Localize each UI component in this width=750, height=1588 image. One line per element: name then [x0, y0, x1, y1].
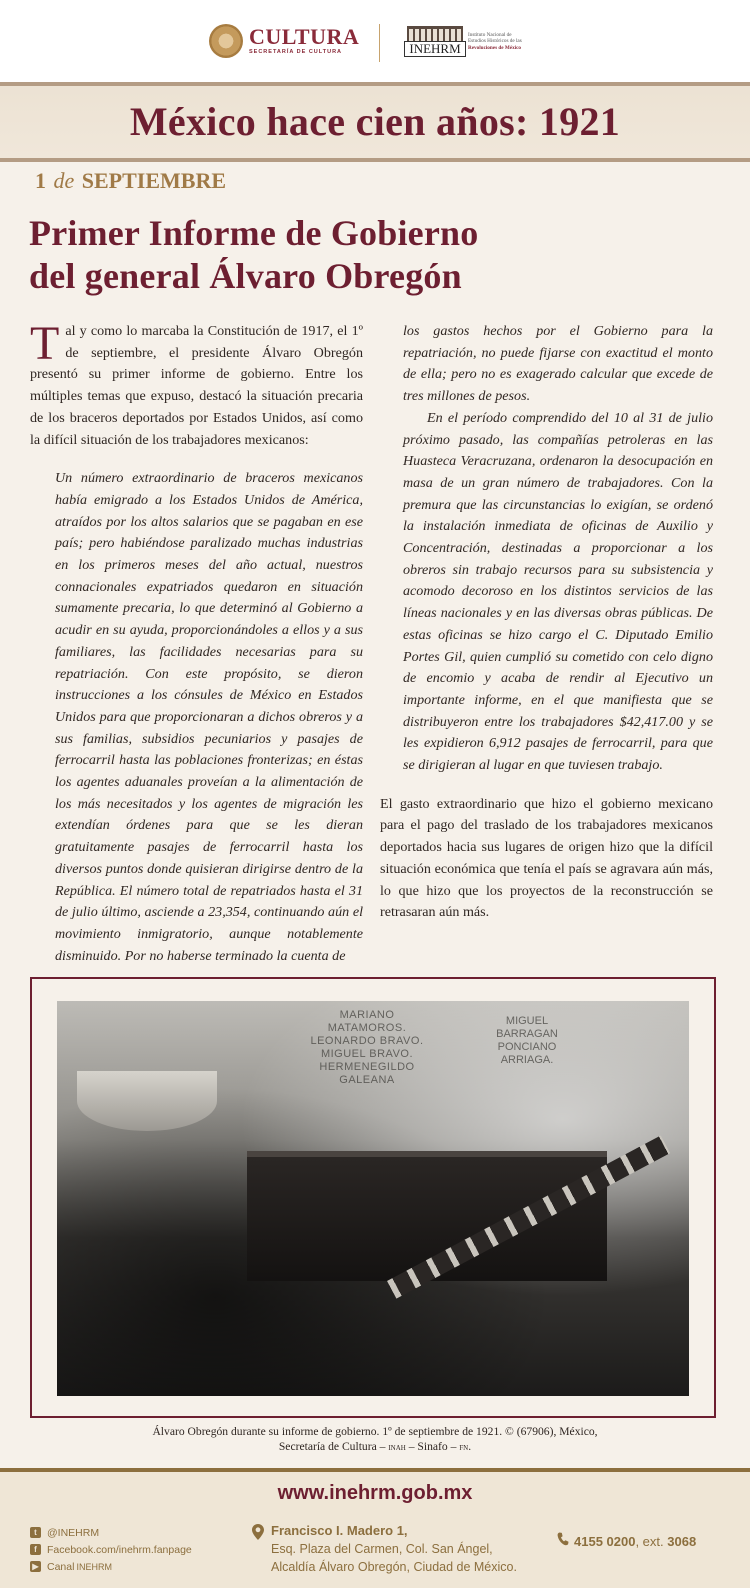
- cultura-logo-text: CULTURA: [249, 24, 360, 49]
- phone-number: 4155 0200: [574, 1534, 636, 1549]
- quote-block-right-2: En el período comprendido del 10 al 31 de julio próximo pasado, las compañías petroleras en las Huasteca Veracruzana, ordenaron la desocupación en masa de un gran número de trabajadores. Con la premura que las circunstancias lo exigían, se ordenó la instalación inmediata de oficinas de Auxilio y Concentración, destinadas a proporcionar a los obreros sin trabajo recursos para su subsistencia y acomodo decoroso en los distintos servicios de las líneas nacionales y en las diversas obras públicas. De estas oficinas se hizo cargo el C. Diputado Emilio Portes Gil, quien cumplió su cometido con celo digno de encomio y acaba de rendir al Ejecutivo un importante informe, en el que manifiesta que se distribuyeron entre los trabajadores $42,417.00 y se les expidieron 6,912 pasajes de ferrocarril, para que se dirigieran al lugar en que tuviesen trabajo.: [403, 409, 713, 774]
- social-links: [30, 1524, 250, 1575]
- caption-line-2: [60, 1440, 690, 1456]
- address-line: Alcaldía Álvaro Obregón, Ciudad de México.: [271, 1560, 517, 1574]
- twitter-link[interactable]: [30, 1524, 250, 1541]
- facebook-url: Facebook.com/inehrm.fanpage: [47, 1543, 192, 1556]
- article-title-line: Primer Informe de Gobierno: [29, 213, 479, 253]
- cultura-logo-subtitle: SECRETARÍA DE CULTURA: [249, 49, 343, 55]
- facebook-link[interactable]: [30, 1541, 250, 1558]
- caption-part: – Sinafo –: [405, 1439, 460, 1453]
- address-line: Esq. Plaza del Carmen, Col. San Ángel,: [271, 1542, 493, 1556]
- photo-balcony-shape: [77, 1071, 217, 1131]
- cultura-logo[interactable]: [209, 22, 359, 62]
- closing-paragraph: El gasto extraordinario que hizo el gobierno mexicano para el pago del traslado de los trabajadores mexicanos deportados hacia sus lugares de origen hizo que la difícil situación económica que tenía el país se agravara aún más, lo que hizo que los proyectos de la reconstrucción se retrasaran aún más.: [380, 795, 713, 921]
- article-title-line: del general Álvaro Obregón: [29, 256, 462, 296]
- article-title: [29, 212, 589, 298]
- photo-caption: [60, 1425, 690, 1455]
- location-pin-icon: [252, 1524, 264, 1540]
- date-de: de: [53, 168, 75, 193]
- banner-title: México hace cien años: 1921: [129, 99, 621, 144]
- top-header: [0, 0, 750, 82]
- inehrm-building-icon: [407, 26, 463, 42]
- twitter-icon: t: [30, 1527, 41, 1538]
- phone-icon: [557, 1532, 569, 1546]
- title-banner: [0, 82, 750, 162]
- quote-block-right-1: los gastos hechos por el Gobierno para la repatriación, no puede fijarse con exactitud el monto de ella; pero no es exagerado calcular que excede de tres millones de pesos.: [403, 323, 713, 405]
- youtube-icon: ▶: [30, 1561, 41, 1572]
- inehrm-logo-text: INEHRM: [404, 41, 466, 57]
- address-lines: [271, 1522, 542, 1576]
- caption-part: Secretaría de Cultura –: [278, 1439, 389, 1453]
- youtube-label: Canal: [47, 1560, 75, 1573]
- date-line: [35, 168, 226, 194]
- youtube-link[interactable]: [30, 1558, 250, 1575]
- inehrm-description: [468, 32, 548, 51]
- inehrm-desc-line: Revoluciones de México: [468, 44, 522, 51]
- photo-inscription-left: MARIANO MATAMOROS. LEONARDO BRAVO. MIGUEL BRAVO. HERMENEGILDO GALEANA: [310, 1009, 424, 1086]
- date-month: SEPTIEMBRE: [81, 168, 227, 193]
- photo-frame: [30, 977, 716, 1418]
- quote-block-left: Un número extraordinario de braceros mexicanos había emigrado a los Estados Unidos de América, atraídos por los altos salarios que se pagaban en ese país; pero habiéndose paralizado muchas industrias en los primeros meses del año actual, nuestros connacionales expatriados quedaron en situación sumamente precaria, lo que determinó al Gobierno a acudir en su ayuda, proporcionándoles a ellos y a sus familiares, las facilidades necesarias para su repatriación. Con este propósito, se dieron instrucciones a los cónsules de México en Estados Unidos para que proporcionaran a dichos obreros y a sus familias, subsidios pecuniarios y pasajes de ferrocarril hasta las poblaciones fronterizas; en éstas los agentes aduanales proveían a la alimentación de los más necesitados y los agentes de migración les extendían órdenes para que se les dieran gratuitamente pasajes de ferrocarril hasta los diversos puntos donde quisieran dirigirse dentro de la República. El número total de repatriados hasta el 31 de julio último, asciende a 23,354, continuando aún el movimiento inmigratorio, aunque notablemente disminuido. Por no haberse terminado la cuenta de: [55, 470, 363, 964]
- inehrm-desc-line: Estudios Históricos de las: [468, 38, 522, 45]
- website-link[interactable]: www.inehrm.gob.mx: [277, 1482, 473, 1504]
- caption-line-1: Álvaro Obregón durante su informe de gobierno. 1º de septiembre de 1921. © (67906), México,: [152, 1425, 598, 1438]
- phone-ext-label: , ext.: [635, 1534, 664, 1549]
- photo-inscription-right: MIGUEL BARRAGAN PONCIANO ARRIAGA.: [496, 1015, 558, 1066]
- caption-part: fn: [459, 1441, 469, 1453]
- youtube-channel: INEHRM: [76, 1561, 112, 1572]
- address: [252, 1522, 542, 1576]
- twitter-handle: @INEHRM: [47, 1526, 100, 1539]
- phone-extension: 3068: [667, 1534, 697, 1549]
- intro-paragraph: [30, 317, 363, 451]
- facebook-icon: f: [30, 1544, 41, 1555]
- inehrm-desc-line: Instituto Nacional de: [468, 32, 512, 38]
- caption-part: inah: [388, 1441, 406, 1453]
- inehrm-logo[interactable]: [404, 24, 544, 60]
- dropcap-letter: T: [30, 317, 60, 370]
- header-divider: [379, 24, 380, 62]
- footer: [0, 1468, 750, 1588]
- intro-text: al y como lo marcaba la Constitución de 1917, el 1º de septiembre, el presidente Álvaro Obregón presentó su primer informe de gobierno. Entre los múltiples temas que expuso, destacó la situación precaria de los braceros deportados por Estados Unidos, así como la difícil situación de los trabajadores mexicanos:: [30, 323, 363, 448]
- date-day: 1: [35, 168, 46, 193]
- caption-part: .: [468, 1439, 472, 1453]
- address-line: Francisco I. Madero 1,: [271, 1523, 408, 1538]
- left-column: [30, 317, 363, 967]
- phone-contact[interactable]: [557, 1532, 737, 1549]
- historical-photo: [57, 1001, 689, 1396]
- right-column: [380, 321, 713, 924]
- cultura-emblem-icon: [209, 24, 243, 58]
